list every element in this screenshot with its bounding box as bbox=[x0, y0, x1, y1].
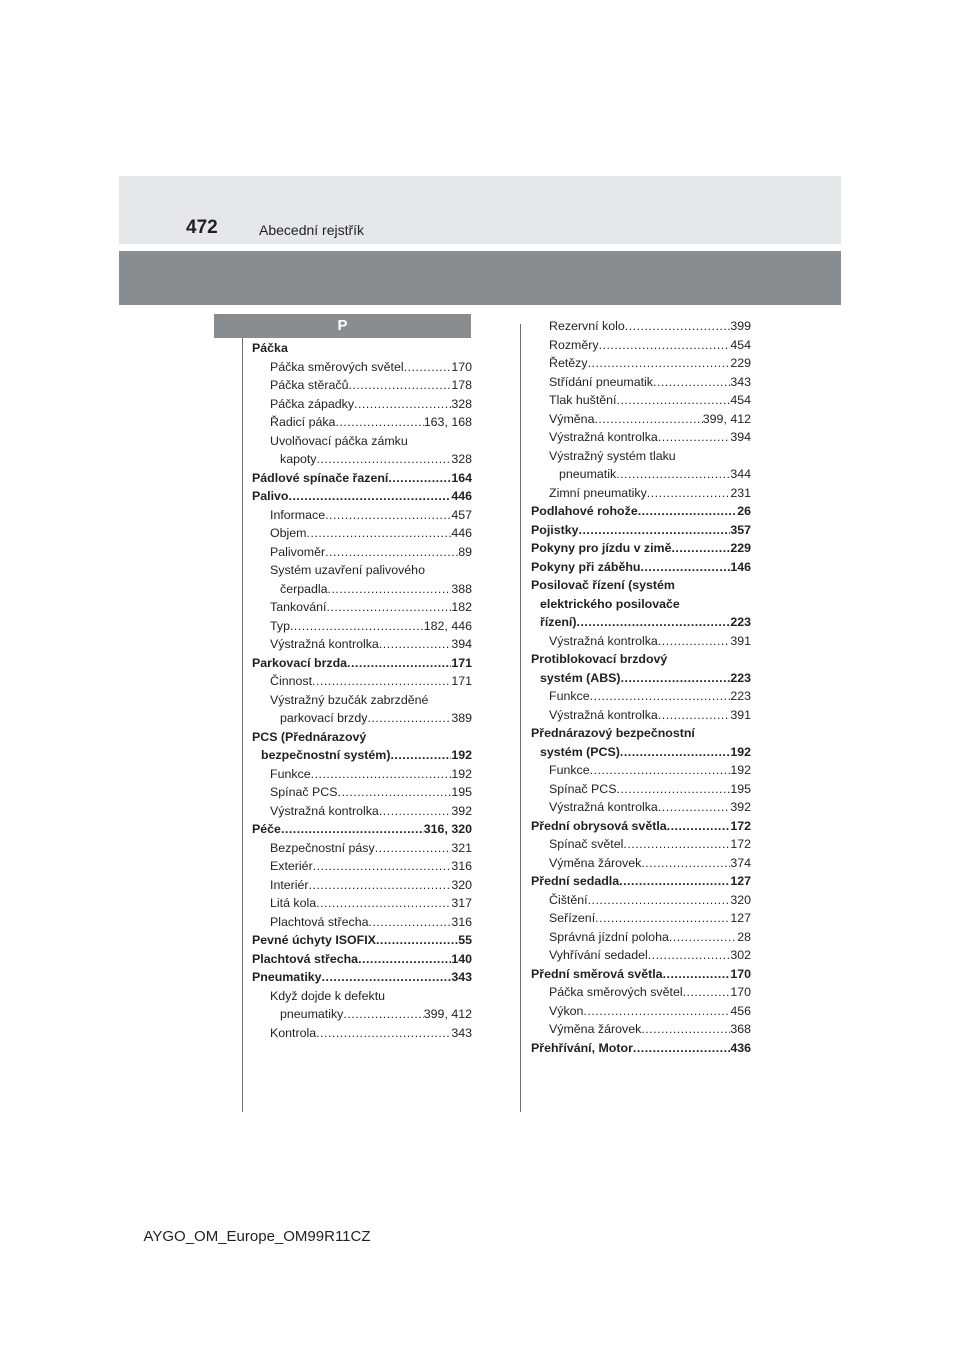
entry-label: Pokyny pro jízdu v zimě bbox=[531, 541, 672, 555]
entry-page-ref: 127 bbox=[730, 911, 751, 925]
entry-label: Plachtová střecha bbox=[270, 914, 369, 929]
entry-label: Spínač PCS bbox=[549, 781, 617, 796]
entry-page-ref: 140 bbox=[451, 951, 472, 966]
index-entry bbox=[531, 1020, 751, 1039]
entry-label: Výstražná kontrolka bbox=[549, 430, 658, 444]
dot-leader bbox=[641, 1020, 730, 1039]
dot-leader bbox=[313, 857, 452, 876]
entry-label: Páčka směrových světel bbox=[549, 985, 683, 999]
entry-label: Řadicí páka bbox=[270, 415, 336, 429]
entry-page-ref: 394 bbox=[730, 430, 751, 444]
dot-leader bbox=[343, 1005, 423, 1024]
entry-page-ref: 457 bbox=[451, 507, 472, 522]
dot-leader bbox=[354, 395, 451, 414]
dot-leader bbox=[390, 746, 451, 765]
dot-leader bbox=[376, 931, 458, 950]
entry-page-ref: 357 bbox=[730, 522, 751, 537]
dot-leader bbox=[633, 1039, 730, 1058]
page-number: 472 bbox=[186, 217, 218, 238]
index-entry bbox=[531, 761, 751, 780]
index-entry bbox=[531, 965, 751, 984]
dot-leader bbox=[590, 761, 731, 780]
entry-page-ref: 328 bbox=[451, 396, 472, 411]
index-entry bbox=[531, 946, 751, 965]
entry-page-ref: 55 bbox=[458, 933, 472, 947]
dot-leader bbox=[307, 524, 452, 543]
index-entry bbox=[252, 487, 472, 506]
index-entry bbox=[531, 780, 751, 799]
dot-leader bbox=[621, 669, 731, 688]
entry-label: systém (ABS) bbox=[540, 670, 621, 685]
index-subheading: Výstražný bzučák zabrzděné bbox=[270, 692, 429, 707]
entry-page-ref: 343 bbox=[730, 374, 751, 389]
dot-leader bbox=[358, 950, 451, 969]
index-entry bbox=[531, 687, 751, 706]
index-entry bbox=[252, 524, 472, 543]
entry-page-ref: 170 bbox=[730, 985, 751, 999]
index-subheading: Když dojde k defektu bbox=[270, 988, 386, 1003]
entry-page-ref: 229 bbox=[730, 356, 751, 370]
entry-label: pneumatik bbox=[559, 467, 617, 481]
entry-label: Kontrola bbox=[270, 1025, 317, 1040]
index-entry bbox=[531, 835, 751, 854]
index-entry bbox=[252, 506, 472, 525]
entry-page-ref: 343 bbox=[451, 970, 472, 984]
entry-page-ref: 368 bbox=[730, 1022, 751, 1036]
entry-page-ref: 446 bbox=[451, 526, 472, 540]
index-entry bbox=[252, 450, 472, 469]
entry-label: Přední obrysová světla bbox=[531, 818, 667, 833]
dot-leader bbox=[316, 894, 451, 913]
entry-label: Tankování bbox=[270, 600, 327, 614]
entry-page-ref: 316 bbox=[451, 859, 472, 873]
index-entry bbox=[531, 521, 751, 540]
entry-page-ref: 399, 412 bbox=[423, 1007, 472, 1021]
index-entry bbox=[252, 820, 472, 839]
entry-label: Výstražná kontrolka bbox=[270, 803, 379, 818]
entry-label: Výstražná kontrolka bbox=[270, 637, 379, 651]
dot-leader bbox=[669, 928, 737, 947]
index-entry bbox=[252, 765, 472, 784]
dot-leader bbox=[625, 317, 731, 336]
index-entry bbox=[252, 598, 472, 617]
entry-page-ref: 182, 446 bbox=[423, 618, 472, 633]
dot-leader bbox=[290, 617, 424, 636]
entry-label: Plachtová střecha bbox=[252, 951, 359, 966]
dot-leader bbox=[369, 913, 452, 932]
dot-leader bbox=[316, 1024, 451, 1043]
entry-page-ref: 316 bbox=[451, 914, 472, 929]
entry-label: Rezervní kolo bbox=[549, 319, 625, 333]
entry-page-ref: 446 bbox=[451, 489, 472, 503]
entry-page-ref: 321 bbox=[451, 840, 472, 855]
entry-page-ref: 317 bbox=[451, 896, 472, 910]
left-column-rule bbox=[242, 338, 243, 1112]
dot-leader bbox=[583, 1002, 730, 1021]
entry-label: Páčka stěračů bbox=[270, 378, 349, 392]
entry-label: Výstražná kontrolka bbox=[549, 707, 658, 722]
dot-leader bbox=[335, 413, 423, 432]
dot-leader bbox=[317, 450, 452, 469]
index-subheading: Výstražný systém tlaku bbox=[549, 448, 676, 463]
dot-leader bbox=[671, 539, 730, 558]
dot-leader bbox=[347, 654, 451, 673]
entry-page-ref: 192 bbox=[730, 744, 751, 759]
dot-leader bbox=[577, 613, 731, 632]
index-entry bbox=[531, 373, 751, 392]
index-entry bbox=[531, 1002, 751, 1021]
header-band bbox=[119, 176, 841, 244]
index-heading: Páčka bbox=[252, 341, 288, 355]
entry-label: Vyhřívání sedadel bbox=[549, 948, 648, 962]
entry-label: Palivo bbox=[252, 489, 289, 503]
entry-label: Litá kola bbox=[270, 896, 317, 910]
entry-page-ref: 391 bbox=[730, 633, 751, 648]
entry-page-ref: 320 bbox=[730, 892, 751, 907]
dot-leader bbox=[658, 798, 731, 817]
dot-leader bbox=[281, 820, 424, 839]
index-entry bbox=[531, 983, 751, 1002]
entry-page-ref: 223 bbox=[730, 689, 751, 703]
entry-page-ref: 172 bbox=[730, 818, 751, 833]
entry-label: Čištění bbox=[549, 892, 588, 907]
entry-label: Interiér bbox=[270, 877, 309, 892]
entry-page-ref: 170 bbox=[451, 359, 472, 374]
entry-label: Výstražná kontrolka bbox=[549, 633, 658, 648]
entry-label: Pádlové spínače řazení bbox=[252, 470, 389, 485]
dot-leader bbox=[588, 354, 731, 373]
entry-page-ref: 164 bbox=[451, 470, 472, 485]
dot-leader bbox=[326, 598, 451, 617]
entry-label: Tlak huštění bbox=[549, 393, 617, 407]
index-entry bbox=[531, 706, 751, 725]
index-entry bbox=[252, 654, 472, 673]
entry-page-ref: 89 bbox=[458, 544, 472, 559]
entry-label: Podlahové rohože bbox=[531, 504, 638, 518]
entry-label: čerpadla bbox=[280, 581, 328, 596]
dot-leader bbox=[404, 358, 452, 377]
entry-page-ref: 388 bbox=[451, 581, 472, 596]
document-footer bbox=[0, 1228, 960, 1245]
dot-leader bbox=[375, 839, 452, 858]
entry-label: Spínač PCS bbox=[270, 785, 338, 799]
index-entry bbox=[252, 839, 472, 858]
entry-label: Funkce bbox=[549, 763, 590, 777]
dot-leader bbox=[623, 835, 730, 854]
entry-page-ref: 192 bbox=[730, 763, 751, 777]
index-entry bbox=[252, 543, 472, 562]
index-entry bbox=[531, 539, 751, 558]
index-entry bbox=[252, 802, 472, 821]
entry-page-ref: 231 bbox=[730, 485, 751, 500]
entry-label: Spínač světel bbox=[549, 837, 624, 851]
entry-label: Seřízení bbox=[549, 911, 596, 925]
dot-leader bbox=[325, 543, 458, 562]
entry-label: řízení) bbox=[540, 615, 577, 629]
entry-label: Páčka západky bbox=[270, 396, 355, 411]
dot-leader bbox=[620, 743, 730, 762]
dot-leader bbox=[590, 687, 731, 706]
dot-leader bbox=[619, 872, 730, 891]
index-entry bbox=[531, 817, 751, 836]
entry-label: Exteriér bbox=[270, 859, 313, 873]
entry-label: Bezpečnostní pásy bbox=[270, 840, 375, 855]
dot-leader bbox=[312, 672, 451, 691]
dot-leader bbox=[638, 502, 737, 521]
index-entry bbox=[252, 968, 472, 987]
entry-label: systém (PCS) bbox=[540, 744, 620, 759]
dot-leader bbox=[653, 373, 730, 392]
entry-label: Správná jízdní poloha bbox=[549, 929, 669, 944]
entry-page-ref: 394 bbox=[451, 637, 472, 651]
index-entry bbox=[531, 854, 751, 873]
entry-page-ref: 391 bbox=[730, 707, 751, 722]
entry-label: pneumatiky bbox=[280, 1007, 344, 1021]
entry-page-ref: 374 bbox=[730, 855, 751, 870]
entry-page-ref: 146 bbox=[730, 559, 751, 574]
entry-label: bezpečnostní systém) bbox=[261, 748, 391, 762]
entry-page-ref: 195 bbox=[451, 785, 472, 799]
entry-page-ref: 163, 168 bbox=[423, 415, 472, 429]
index-entry bbox=[531, 336, 751, 355]
entry-page-ref: 456 bbox=[730, 1003, 751, 1018]
index-subheading: Systém uzavření palivového bbox=[270, 563, 425, 577]
index-entry bbox=[252, 876, 472, 895]
index-entry bbox=[531, 391, 751, 410]
index-entry bbox=[531, 1039, 751, 1058]
index-entry bbox=[531, 632, 751, 651]
section-letter-tab: P bbox=[214, 314, 471, 338]
dot-leader bbox=[683, 983, 731, 1002]
entry-label: Pojistky bbox=[531, 522, 579, 537]
index-entry bbox=[252, 580, 472, 599]
dot-leader bbox=[617, 780, 731, 799]
index-entry bbox=[531, 317, 751, 336]
index-heading: Přednárazový bezpečnostní bbox=[531, 726, 695, 740]
index-entry bbox=[252, 617, 472, 636]
entry-page-ref: 343 bbox=[451, 1025, 472, 1040]
index-subheading: Uvolňovací páčka zámku bbox=[270, 433, 408, 448]
entry-page-ref: 182 bbox=[451, 600, 472, 614]
index-entry bbox=[252, 635, 472, 654]
dot-leader bbox=[588, 891, 731, 910]
entry-page-ref: 399 bbox=[730, 319, 751, 333]
entry-label: Výměna žárovek bbox=[549, 1022, 642, 1036]
index-entry bbox=[252, 894, 472, 913]
index-entry bbox=[531, 743, 751, 762]
dot-leader bbox=[367, 709, 451, 728]
entry-label: Palivoměr bbox=[270, 544, 326, 559]
dot-leader bbox=[594, 410, 702, 429]
entry-label: Výkon bbox=[549, 1003, 584, 1018]
entry-page-ref: 454 bbox=[730, 337, 751, 352]
index-entry bbox=[531, 428, 751, 447]
entry-label: kapoty bbox=[280, 452, 317, 466]
index-entry bbox=[252, 358, 472, 377]
entry-label: Pokyny při záběhu bbox=[531, 559, 641, 574]
right-column-rule bbox=[520, 324, 521, 1112]
dot-leader bbox=[647, 484, 731, 503]
index-heading-continued: elektrického posilovače bbox=[540, 596, 680, 611]
dot-leader bbox=[640, 558, 730, 577]
dot-leader bbox=[616, 465, 730, 484]
dot-leader bbox=[325, 506, 451, 525]
index-entry bbox=[252, 1024, 472, 1043]
dot-leader bbox=[379, 802, 452, 821]
entry-page-ref: 454 bbox=[730, 393, 751, 407]
entry-label: Střídání pneumatik bbox=[549, 374, 654, 389]
entry-page-ref: 195 bbox=[730, 781, 751, 796]
index-entry bbox=[531, 613, 751, 632]
dot-leader bbox=[658, 632, 731, 651]
entry-label: Pevné úchyty ISOFIX bbox=[252, 933, 376, 947]
index-entry bbox=[531, 465, 751, 484]
entry-page-ref: 320 bbox=[451, 877, 472, 892]
entry-label: Funkce bbox=[270, 766, 311, 781]
entry-page-ref: 344 bbox=[730, 467, 751, 481]
index-entry bbox=[531, 410, 751, 429]
entry-page-ref: 328 bbox=[451, 452, 472, 466]
entry-label: Rozměry bbox=[549, 337, 599, 352]
index-entry bbox=[531, 558, 751, 577]
entry-label: parkovací brzdy bbox=[280, 711, 368, 725]
entry-page-ref: 223 bbox=[730, 670, 751, 685]
entry-page-ref: 192 bbox=[451, 748, 472, 762]
entry-page-ref: 170 bbox=[730, 966, 751, 981]
index-heading: PCS (Přednárazový bbox=[252, 729, 367, 744]
entry-label: Přehřívání, Motor bbox=[531, 1040, 633, 1055]
entry-label: Objem bbox=[270, 526, 307, 540]
entry-page-ref: 223 bbox=[730, 615, 751, 629]
entry-page-ref: 392 bbox=[730, 800, 751, 814]
index-entry bbox=[531, 484, 751, 503]
index-column-right bbox=[531, 317, 751, 1057]
entry-label: Pneumatiky bbox=[252, 970, 322, 984]
dot-leader bbox=[663, 965, 731, 984]
entry-page-ref: 172 bbox=[730, 837, 751, 851]
dot-leader bbox=[379, 635, 452, 654]
dot-leader bbox=[338, 783, 452, 802]
dot-leader bbox=[388, 469, 451, 488]
entry-page-ref: 192 bbox=[451, 766, 472, 781]
entry-page-ref: 171 bbox=[451, 655, 472, 670]
entry-label: Výměna žárovek bbox=[549, 855, 642, 870]
entry-label: Parkovací brzda bbox=[252, 655, 348, 670]
entry-page-ref: 178 bbox=[451, 378, 472, 392]
dot-leader bbox=[309, 876, 452, 895]
entry-page-ref: 127 bbox=[730, 874, 751, 888]
dot-leader bbox=[311, 765, 452, 784]
index-entry bbox=[252, 376, 472, 395]
index-entry bbox=[531, 354, 751, 373]
entry-page-ref: 436 bbox=[730, 1040, 751, 1055]
entry-page-ref: 302 bbox=[730, 948, 751, 962]
entry-label: Péče bbox=[252, 822, 281, 836]
header-title: Abecední rejstřík bbox=[259, 222, 365, 238]
dot-leader bbox=[289, 487, 452, 506]
dot-leader bbox=[322, 968, 452, 987]
dot-leader bbox=[349, 376, 452, 395]
index-entry bbox=[252, 950, 472, 969]
dot-leader bbox=[579, 521, 731, 540]
dot-leader bbox=[667, 817, 731, 836]
entry-label: Řetězy bbox=[549, 356, 588, 370]
index-entry bbox=[252, 913, 472, 932]
entry-page-ref: 26 bbox=[737, 504, 751, 518]
index-entry bbox=[252, 709, 472, 728]
dot-leader bbox=[641, 854, 730, 873]
index-entry bbox=[252, 1005, 472, 1024]
index-entry bbox=[252, 931, 472, 950]
dot-leader bbox=[599, 336, 731, 355]
entry-label: Výstražná kontrolka bbox=[549, 800, 658, 814]
index-heading: Protiblokovací brzdový bbox=[531, 652, 668, 666]
dot-leader bbox=[648, 946, 731, 965]
index-entry bbox=[252, 783, 472, 802]
entry-page-ref: 171 bbox=[451, 674, 472, 688]
index-entry bbox=[252, 395, 472, 414]
index-entry bbox=[252, 469, 472, 488]
entry-label: Výměna bbox=[549, 411, 595, 426]
entry-page-ref: 316, 320 bbox=[423, 822, 472, 836]
entry-page-ref: 392 bbox=[451, 803, 472, 818]
entry-page-ref: 399, 412 bbox=[702, 411, 751, 426]
index-entry bbox=[531, 798, 751, 817]
entry-label: Přední sedadla bbox=[531, 874, 620, 888]
entry-label: Informace bbox=[270, 507, 326, 522]
entry-page-ref: 28 bbox=[737, 929, 751, 944]
index-entry bbox=[252, 413, 472, 432]
index-entry bbox=[531, 502, 751, 521]
index-entry bbox=[531, 909, 751, 928]
entry-label: Páčka směrových světel bbox=[270, 359, 404, 374]
dot-leader bbox=[658, 706, 731, 725]
entry-label: Funkce bbox=[549, 689, 590, 703]
entry-page-ref: 389 bbox=[451, 711, 472, 725]
dot-leader bbox=[328, 580, 452, 599]
index-entry bbox=[531, 891, 751, 910]
dot-leader bbox=[595, 909, 730, 928]
footer-code: AYGO_OM_Europe_OM99R11CZ bbox=[143, 1228, 371, 1245]
entry-label: Činnost bbox=[270, 674, 313, 688]
entry-label: Zimní pneumatiky bbox=[549, 485, 647, 500]
entry-page-ref: 229 bbox=[730, 541, 751, 555]
dot-leader bbox=[617, 391, 731, 410]
index-column-left bbox=[252, 339, 472, 1042]
index-heading: Posilovač řízení (systém bbox=[531, 578, 675, 592]
index-entry bbox=[531, 669, 751, 688]
index-entry bbox=[252, 746, 472, 765]
section-band bbox=[119, 251, 841, 305]
index-entry bbox=[252, 857, 472, 876]
index-entry bbox=[531, 928, 751, 947]
dot-leader bbox=[658, 428, 731, 447]
entry-label: Typ bbox=[270, 618, 290, 633]
index-entry bbox=[531, 872, 751, 891]
index-entry bbox=[252, 672, 472, 691]
entry-label: Přední směrová světla bbox=[531, 966, 663, 981]
